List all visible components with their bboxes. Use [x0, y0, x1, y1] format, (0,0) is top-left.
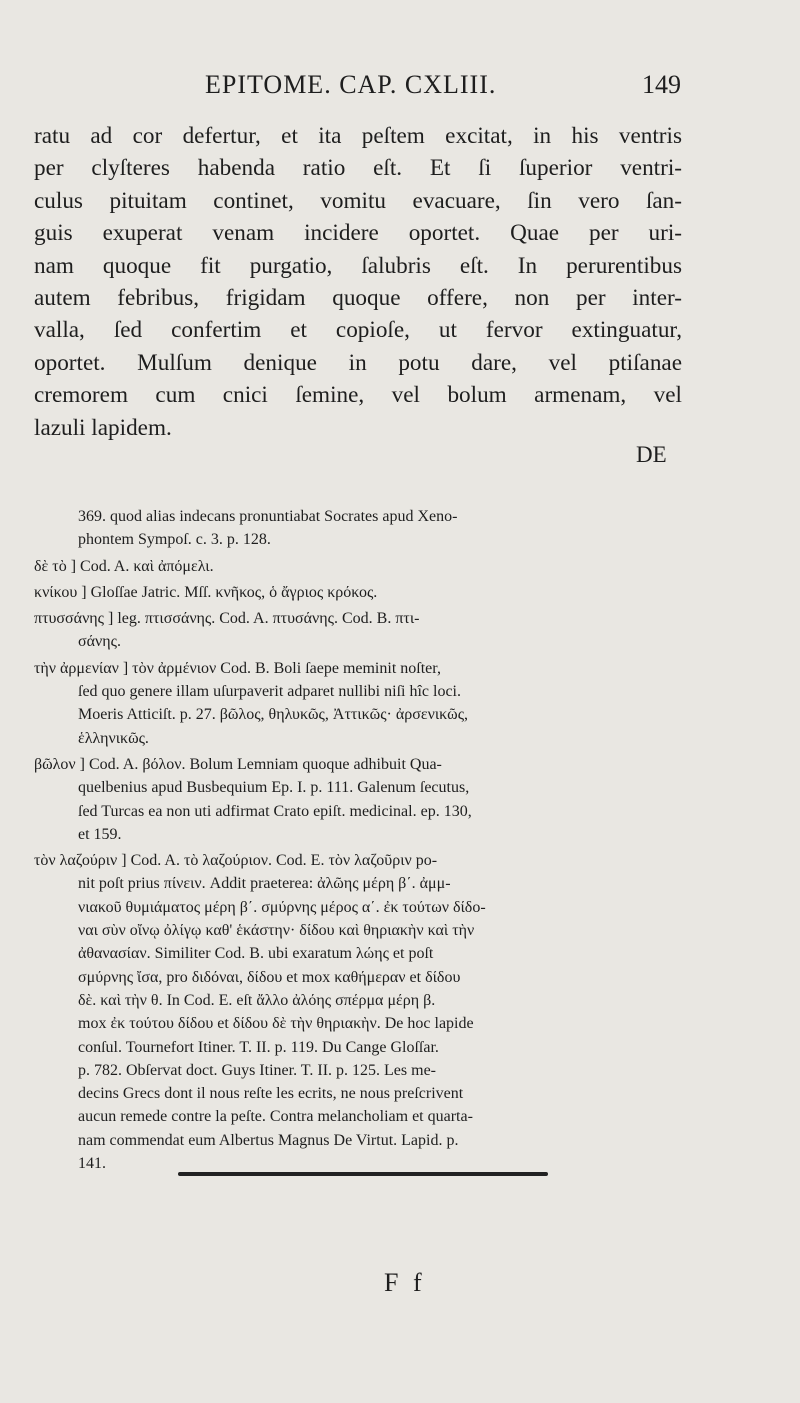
footnote-line: phontem Sympoſ. c. 3. p. 128.: [78, 531, 271, 549]
footnote-line: mox ἐκ τούτου δίδου et δίδου δὲ τὴν θηριακὴν. De hoc lapide: [78, 1015, 474, 1033]
footnote: [34, 555, 682, 578]
footnote-line: 369. quod alias indecans pronuntiabat Socrates apud Xeno-: [78, 508, 458, 525]
footnote-line: conſul. Tournefort Itiner. T. II. p. 119. Du Cange Gloſſar.: [78, 1038, 439, 1056]
main-text-line: valla, ſed confertim et copioſe, ut fervor extinguatur,: [34, 317, 682, 344]
footnotes: [34, 505, 682, 1178]
footnote-line: nam commendat eum Albertus Magnus De Virtut. Lapid. p.: [78, 1131, 459, 1149]
main-text-line: culus pituitam continet, vomitu evacuare, ſin vero ſan-: [34, 187, 682, 214]
main-text-line: guis exuperat venam incidere oportet. Quae per uri-: [34, 220, 682, 247]
catchword: DE: [636, 442, 667, 467]
footnote-line: βῶλον ] Cod. A. βόλον. Bolum Lemniam quoque adhibuit Qua-: [34, 755, 442, 773]
footnote-line: ἑλληνικῶς.: [78, 729, 149, 747]
main-text-line: cremorem cum cnici ſemine, vel bolum armenam, vel: [34, 382, 682, 409]
page-number: 149: [642, 70, 681, 99]
main-text-line: lazuli lapidem.: [34, 414, 172, 441]
main-text-line: ratu ad cor defertur, et ita peſtem excitat, in his ventris: [34, 123, 682, 149]
footnote: [34, 849, 682, 1175]
footnote-line: ſed Turcas ea non uti adfirmat Crato epiſt. medicinal. ep. 130,: [78, 802, 472, 820]
footnote-line: σμύρνης ἴσα, pro διδόναι, δίδου et mox καθήμεραν et δίδου: [78, 968, 461, 986]
main-text-line: per clyſteres habenda ratio eſt. Et ſi ſuperior ventri-: [34, 155, 682, 182]
footnote-line: quelbenius apud Busbequium Ep. I. p. 111. Galenum ſecutus,: [78, 779, 470, 797]
footnote-line: et 159.: [78, 825, 122, 843]
footnote-line: ναι σὺν οἴνῳ ὀλίγῳ καθ' ἑκάστην· δίδου καὶ θηριακὴν καὶ τὴν: [78, 922, 475, 940]
signature-mark: F f: [384, 1268, 426, 1297]
footnote-line: 141.: [78, 1155, 106, 1173]
main-text-line: autem febribus, frigidam quoque offere, non per inter-: [34, 285, 682, 312]
footnote-line: σάνης.: [78, 633, 121, 651]
main-text-line: oportet. Mulſum denique in potu dare, vel ptiſanae: [34, 349, 682, 376]
footnote-line: νιακοῦ θυμιάματος μέρη β΄. σμύρνης μέρος α΄. ἐκ τούτων δίδο-: [78, 898, 486, 916]
footnote-line: τὸν λαζούριν ] Cod. A. τὸ λαζούριον. Cod. E. τὸν λαζοῦριν po-: [34, 852, 438, 870]
footnote: [34, 581, 682, 604]
main-text-line: nam quoque fit purgatio, ſalubris eſt. In perurentibus: [34, 252, 682, 279]
divider-rule: [178, 1172, 548, 1176]
footnote-line: p. 782. Obſervat doct. Guys Itiner. T. II. p. 125. Les me-: [78, 1061, 436, 1079]
running-head: [0, 70, 800, 110]
footnote-line: aucun remede contre la peſte. Contra melancholiam et quarta-: [78, 1108, 473, 1126]
footnote-line: δὲ τὸ ] Cod. A. καὶ ἀπόμελι.: [34, 557, 214, 575]
footnote: [34, 753, 682, 846]
footnote-line: κνίκου ] Gloſſae Jatric. Mſſ. κνῆκος, ὁ ἄγριος κρόκος.: [34, 583, 378, 601]
footnote: [34, 505, 682, 552]
footnote-line: nit poſt prius πίνειν. Addit praeterea: ἀλῶης μέρη β΄. ἀμμ-: [78, 875, 451, 893]
footnote-line: δὲ. καὶ τὴν θ. In Cod. E. eſt ἄλλο ἀλόης σπέρμα μέρη β.: [78, 991, 436, 1009]
footnote-line: decins Grecs dont il nous reſte les ecrits, ne nous preſcrivent: [78, 1085, 464, 1103]
footnote: [34, 657, 682, 750]
main-text: [34, 120, 682, 444]
footnote-line: ἀθανασίαν. Similiter Cod. B. ubi exaratum λώης et poſt: [78, 945, 434, 963]
footnote-line: τὴν ἀρμενίαν ] τὸν ἀρμένιον Cod. B. Boli ſaepe meminit noſter,: [34, 659, 441, 677]
footnote: [34, 607, 682, 654]
footnote-line: Moeris Atticiſt. p. 27. βῶλος, θηλυκῶς, Ἀττικῶς· ἀρσενικῶς,: [78, 706, 469, 724]
running-title: EPITOME. CAP. CXLIII.: [205, 70, 497, 99]
footnote-line: ſed quo genere illam uſurpaverit adparet nullibi niſi hîc loci.: [78, 683, 461, 701]
footnote-line: πτυσσάνης ] leg. πτισσάνης. Cod. A. πτυσάνης. Cod. B. πτι-: [34, 610, 420, 628]
